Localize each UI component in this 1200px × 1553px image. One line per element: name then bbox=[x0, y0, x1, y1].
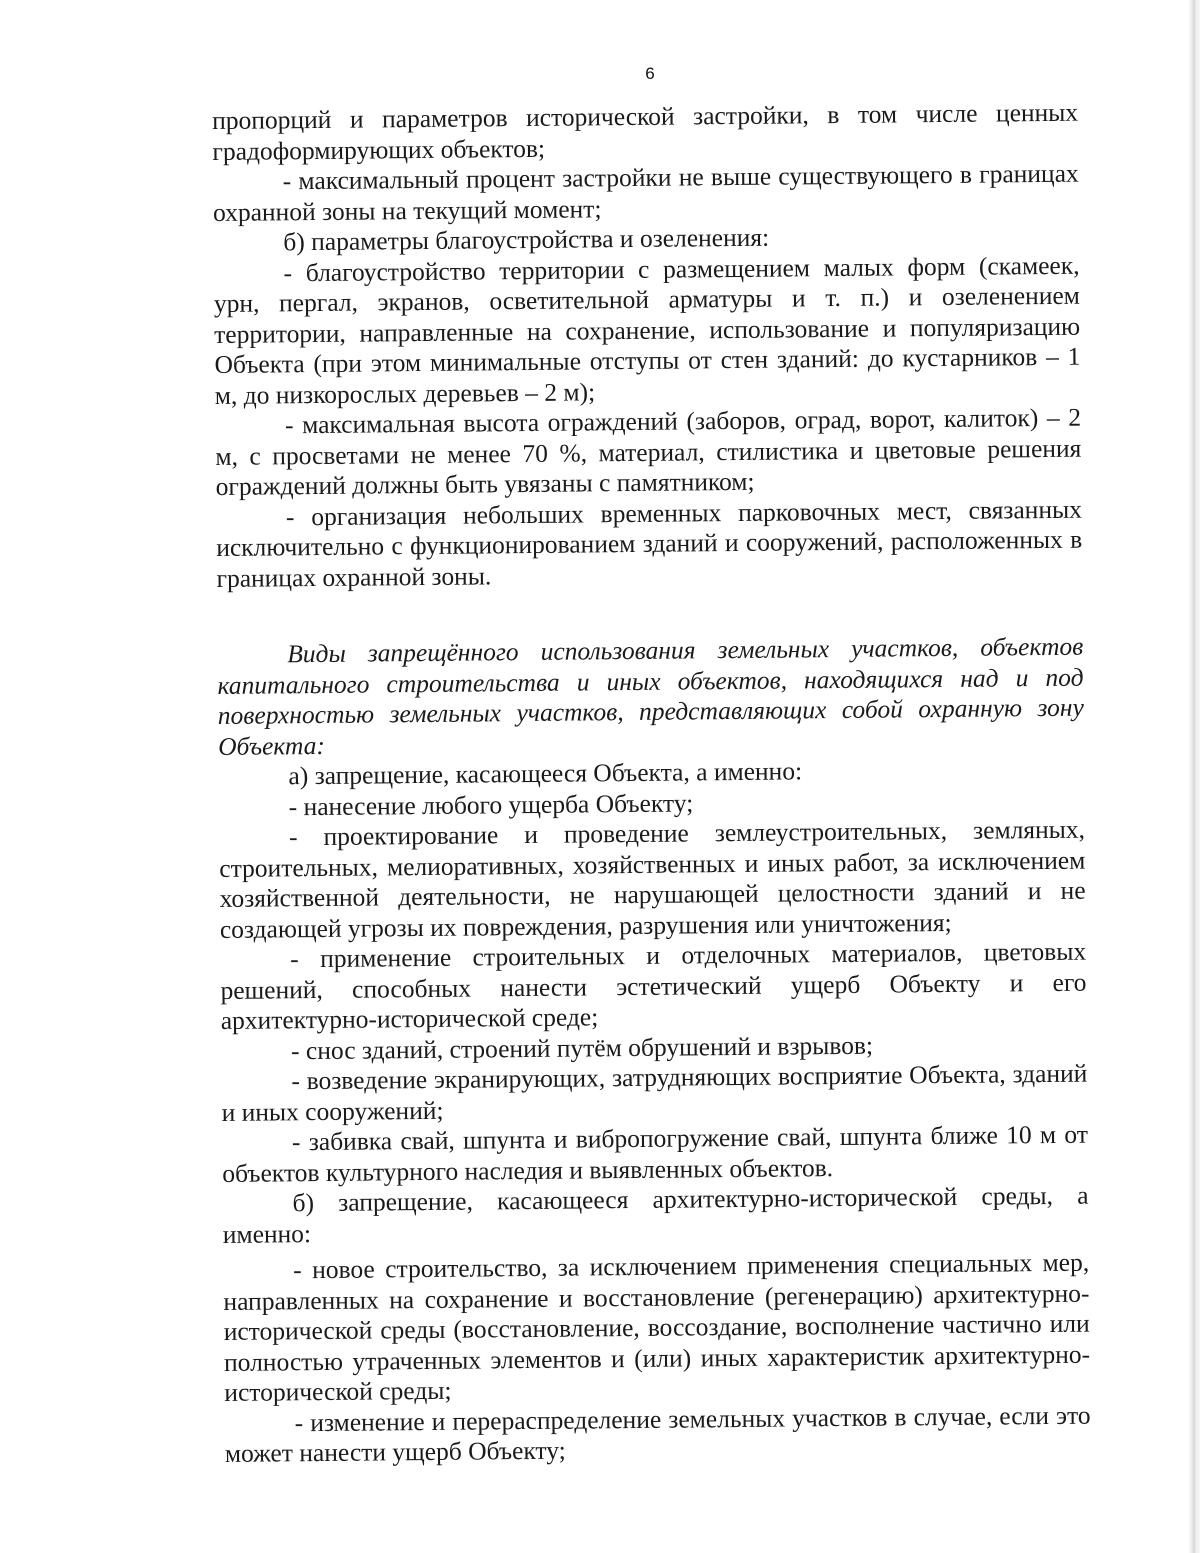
paragraph-no-materials: - применение строительных и отделочных материалов, цветовых решений, способных нанести эстетический ущерб Объекту и его архитектурно-исторической среде; bbox=[220, 936, 1087, 1035]
document-body bbox=[212, 98, 1091, 1470]
paragraph-prohibition-environment: б) запрещение, касающееся архитектурно-исторической среды, а именно: bbox=[222, 1180, 1089, 1249]
paragraph-parking: - организация небольших временных парковочных мест, связанных исключительно с функционированием зданий и сооружений, расположенных в границах охранной зоны. bbox=[216, 494, 1083, 593]
page-number: 6 bbox=[645, 64, 655, 83]
paragraph-landscaping-heading: б) параметры благоустройства и озеленения: bbox=[283, 222, 770, 257]
paragraph-no-screening: - возведение экранирующих, затрудняющих восприятие Объекта, зданий и иных сооружений; bbox=[221, 1058, 1088, 1127]
scan-edge-shadow bbox=[1188, 0, 1200, 1553]
section-heading-prohibited-uses: Виды запрещённого использования земельных участков, объектов капитального строительства и иных объектов, находящихся над и под поверхностью земельных участков, представляющих собой охранную зону Объекта: bbox=[217, 631, 1084, 761]
paragraph-no-piling: - забивка свай, шпунта и вибропогружение свай, шпунта ближе 10 м от объектов культурного наследия и выявленных объектов. bbox=[222, 1119, 1089, 1188]
paragraph-no-works: - проектирование и проведение землеустроительных, земляных, строительных, мелиоративных, хозяйственных и иных работ, за исключением хозяйственной деятельности, не нарушающей целостности зданий и не создающей угрозы их повреждения, разрушения или уничтожения; bbox=[219, 814, 1086, 944]
paragraph-small-forms: - благоустройство территории с размещением малых форм (скамеек, урн, пергал, экранов, осветительной арматуры и т. п.) и озеленением территории, направленные на сохранение, использование и популяризацию Объекта (при этом минимальные отступы от стен зданий: до кустарников – 1 м, до низкорослых деревьев – 2 м); bbox=[213, 250, 1081, 410]
paragraph-fence-height: - максимальная высота ограждений (заборов, оград, ворот, калиток) – 2 м, с просветами не менее 70 %, материал, стилистика и цветовые решения ограждений должны быть увязаны с памятником; bbox=[215, 402, 1082, 501]
paragraph-prohibition-object: а) запрещение, касающееся Объекта, а именно: bbox=[288, 756, 803, 791]
paragraph-no-demolition: - снос зданий, строений путём обрушений и взрывов; bbox=[290, 1030, 874, 1065]
paragraph-no-new-construction: - новое строительство, за исключением применения специальных мер, направленных на сохранение и восстановление (регенерацию) архитектурно-исторической среды (восстановление, воссоздание, восполнение частично или полностью утраченных элементов и (или) иных характеристик архитектурно-исторической среды; bbox=[223, 1247, 1091, 1407]
paragraph-no-land-redistribution: - изменение и перераспределение земельных участков в случае, если это может нанести ущерб Объекту; bbox=[224, 1400, 1091, 1468]
paragraph-continuation: пропорций и параметров исторической застройки, в том числе ценных градоформирующих объектов; bbox=[212, 97, 1079, 166]
paragraph-max-building-percent: - максимальный процент застройки не выше существующего в границах охранной зоны на текущий момент; bbox=[212, 158, 1079, 227]
paragraph-no-damage: - нанесение любого ущерба Объекту; bbox=[288, 787, 694, 821]
